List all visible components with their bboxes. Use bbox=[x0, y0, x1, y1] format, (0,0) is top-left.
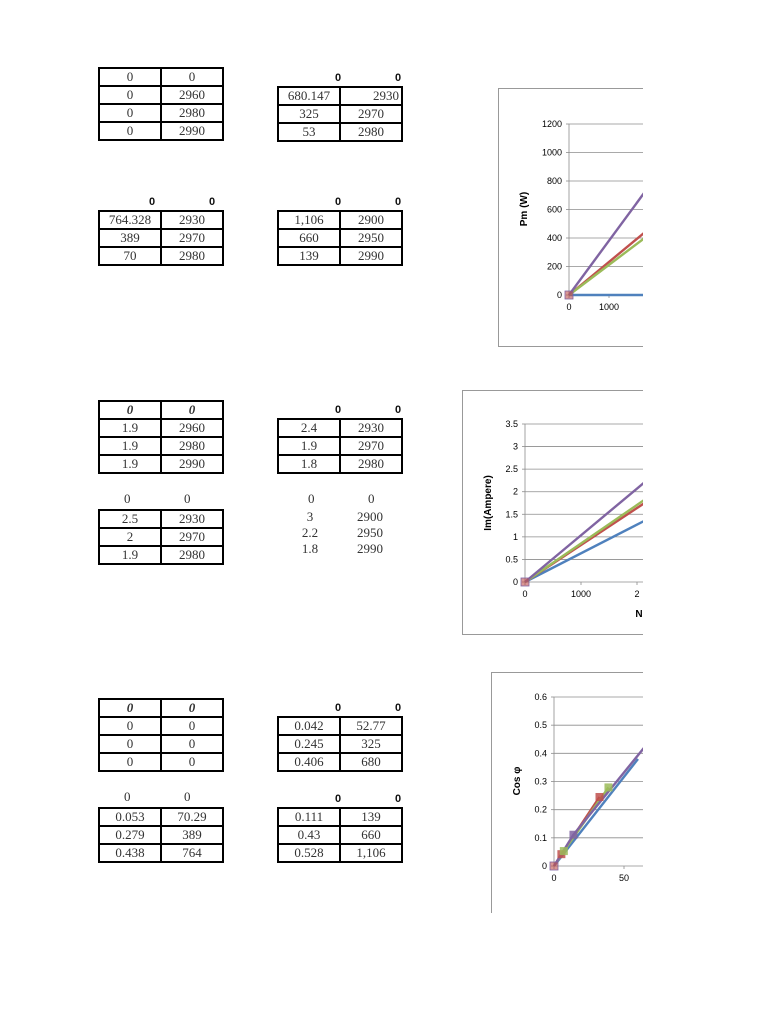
cell: 0 bbox=[161, 68, 223, 86]
header-cell: 0 bbox=[395, 793, 402, 805]
cell: 2980 bbox=[161, 546, 223, 564]
cell: 2930 bbox=[161, 211, 223, 229]
cell: 2980 bbox=[340, 123, 402, 141]
header-cell: 0 bbox=[308, 491, 315, 506]
table-s2-t1 bbox=[98, 400, 224, 420]
cell: 2930 bbox=[340, 419, 402, 437]
cell: 1,106 bbox=[278, 211, 340, 229]
cell: 2960 bbox=[161, 419, 223, 437]
cell: 1.9 bbox=[99, 546, 161, 564]
data-point-marker bbox=[565, 291, 573, 299]
y-tick-label: 0.1 bbox=[534, 832, 547, 843]
cell: 2980 bbox=[161, 437, 223, 455]
table-s2-t4-header bbox=[278, 491, 404, 507]
header-cell: 0 bbox=[395, 702, 402, 714]
cell: 764 bbox=[161, 844, 223, 862]
header-cell: 0 bbox=[335, 793, 342, 805]
table-s1-t2 bbox=[277, 86, 403, 142]
chart-cos-svg bbox=[492, 673, 643, 913]
cell: 53 bbox=[278, 123, 340, 141]
data-point-marker bbox=[550, 862, 558, 870]
y-tick-label: 0.5 bbox=[505, 554, 518, 565]
header-cell: 0 bbox=[335, 196, 342, 208]
table-s3-t2 bbox=[277, 716, 403, 772]
y-tick-label: 0.3 bbox=[534, 776, 547, 787]
cell: 1.9 bbox=[99, 419, 161, 437]
cell: 2930 bbox=[340, 87, 402, 105]
header-cell: 0 bbox=[335, 404, 342, 416]
cell: 0.528 bbox=[278, 844, 340, 862]
cell: 2970 bbox=[161, 528, 223, 546]
cell: 2990 bbox=[357, 541, 383, 556]
data-point-marker bbox=[596, 793, 604, 801]
table-s1-t4 bbox=[277, 210, 403, 266]
header-cell: 0 bbox=[395, 196, 402, 208]
cell: 2980 bbox=[340, 455, 402, 473]
cell: 2950 bbox=[340, 229, 402, 247]
cell: 2990 bbox=[161, 455, 223, 473]
cell: 2950 bbox=[357, 525, 383, 540]
y-tick-label: 2.5 bbox=[505, 464, 518, 475]
x-tick-label: 1000 bbox=[598, 302, 620, 312]
header-cell: 0 bbox=[184, 789, 191, 804]
table-s3-t4 bbox=[277, 807, 403, 863]
header-cell: 0 bbox=[149, 196, 156, 208]
table-s1-t4-header bbox=[278, 196, 404, 210]
cell: 2.2 bbox=[301, 525, 319, 540]
table-s2-t4 bbox=[280, 509, 400, 557]
cell: 0.245 bbox=[278, 735, 340, 753]
table-s2-t3 bbox=[98, 509, 224, 565]
header-cell: 0 bbox=[124, 789, 131, 804]
table-s1-t2-header bbox=[278, 72, 404, 86]
x-tick-label: 1000 bbox=[570, 589, 592, 599]
cell: 0.279 bbox=[99, 826, 161, 844]
cell: 2990 bbox=[340, 247, 402, 265]
cell: 2970 bbox=[161, 229, 223, 247]
cell: 680 bbox=[340, 753, 402, 771]
y-tick-label: 2 bbox=[512, 486, 518, 497]
cell: 0 bbox=[99, 104, 161, 122]
series-line bbox=[569, 137, 643, 295]
y-tick-label: 0.4 bbox=[534, 748, 547, 759]
cell: 2.5 bbox=[99, 510, 161, 528]
header-cell: 0 bbox=[368, 491, 375, 506]
cell: 764.328 bbox=[99, 211, 161, 229]
data-point-marker bbox=[604, 783, 612, 791]
table-s2-t3-header bbox=[98, 491, 224, 507]
table-s1-t3 bbox=[98, 210, 224, 266]
cell: 0.438 bbox=[99, 844, 161, 862]
x-tick-label: 2 bbox=[634, 589, 640, 599]
y-axis-label: Im(Ampere) bbox=[483, 475, 494, 531]
x-axis-label: N bbox=[635, 609, 643, 620]
table-s3-t3-header bbox=[98, 789, 224, 805]
data-point-marker bbox=[569, 831, 577, 839]
cell: 0.111 bbox=[278, 808, 340, 826]
data-point-marker bbox=[560, 847, 568, 855]
y-tick-label: 800 bbox=[546, 176, 562, 186]
cell: 2970 bbox=[340, 105, 402, 123]
y-tick-label: 600 bbox=[546, 204, 562, 215]
cell: 2990 bbox=[161, 122, 223, 140]
cell: 2900 bbox=[340, 211, 402, 229]
cell: 139 bbox=[340, 808, 402, 826]
cell: 2900 bbox=[357, 509, 383, 524]
y-tick-label: 400 bbox=[546, 233, 562, 243]
y-tick-label: 1000 bbox=[541, 147, 562, 158]
cell: 1.8 bbox=[301, 541, 319, 556]
cell: 680.147 bbox=[278, 87, 340, 105]
cell: 70 bbox=[99, 247, 161, 265]
header-cell: 0 bbox=[335, 72, 342, 84]
cell: 660 bbox=[278, 229, 340, 247]
data-point-marker bbox=[521, 578, 529, 586]
table-s1-t3-header bbox=[98, 196, 224, 210]
table-s2-t2 bbox=[277, 418, 403, 474]
header-cell: 0 bbox=[395, 404, 402, 416]
cell: 0.042 bbox=[278, 717, 340, 735]
x-tick-label: 0 bbox=[551, 873, 557, 883]
y-tick-label: 3.5 bbox=[505, 419, 518, 429]
y-tick-label: 0 bbox=[541, 861, 547, 871]
cell: 2980 bbox=[161, 104, 223, 122]
cell: 1.8 bbox=[278, 455, 340, 473]
y-tick-label: 1.5 bbox=[505, 509, 518, 520]
cell: 3 bbox=[306, 509, 314, 524]
cell: 0 bbox=[99, 753, 161, 771]
cell: 0 bbox=[161, 753, 223, 771]
table-s3-t4-header bbox=[278, 793, 404, 807]
y-tick-label: 1200 bbox=[541, 119, 562, 129]
header-cell: 0 bbox=[395, 72, 402, 84]
y-tick-label: 0.2 bbox=[534, 804, 547, 815]
header-cell: 0 bbox=[335, 702, 342, 714]
y-tick-label: 200 bbox=[546, 261, 562, 272]
x-tick-label: 50 bbox=[618, 873, 630, 883]
table-s3-t2-header bbox=[278, 702, 404, 716]
header-cell: 0 bbox=[209, 196, 216, 208]
cell: 325 bbox=[278, 105, 340, 123]
y-tick-label: 3 bbox=[512, 441, 518, 452]
chart-pm bbox=[498, 88, 643, 347]
chart-cos bbox=[491, 672, 643, 913]
y-tick-label: 0.5 bbox=[534, 720, 547, 731]
cell: 0.43 bbox=[278, 826, 340, 844]
table-s3-t1 bbox=[98, 698, 224, 718]
y-tick-label: 0 bbox=[512, 577, 518, 587]
cell: 2.4 bbox=[278, 419, 340, 437]
table-s2-t2-header bbox=[278, 404, 404, 418]
cell: 389 bbox=[99, 229, 161, 247]
cell: 1.9 bbox=[278, 437, 340, 455]
y-axis-label: Pm (W) bbox=[519, 191, 530, 227]
cell: 0.406 bbox=[278, 753, 340, 771]
cell: 1.9 bbox=[99, 437, 161, 455]
table-s3-t3 bbox=[98, 807, 224, 863]
cell: 1,106 bbox=[340, 844, 402, 862]
y-tick-label: 0 bbox=[556, 290, 562, 300]
cell: 0 bbox=[99, 122, 161, 140]
table-s3-t1-body bbox=[98, 716, 224, 772]
chart-im bbox=[462, 390, 643, 635]
cell: 389 bbox=[161, 826, 223, 844]
cell: 0 bbox=[99, 86, 161, 104]
table-s2-t1-body bbox=[98, 418, 224, 474]
cell: 70.29 bbox=[161, 808, 223, 826]
chart-im-svg bbox=[463, 391, 643, 634]
y-tick-label: 0.6 bbox=[534, 692, 547, 702]
cell: 0 bbox=[99, 717, 161, 735]
cell: 0 bbox=[99, 68, 161, 86]
cell: 0 bbox=[161, 699, 223, 717]
cell: 0 bbox=[161, 717, 223, 735]
cell: 0 bbox=[161, 735, 223, 753]
y-tick-label: 1 bbox=[512, 531, 518, 542]
chart-pm-svg bbox=[499, 89, 643, 346]
cell: 0.053 bbox=[99, 808, 161, 826]
cell: 1.9 bbox=[99, 455, 161, 473]
cell: 2 bbox=[99, 528, 161, 546]
cell: 2970 bbox=[340, 437, 402, 455]
cell: 2930 bbox=[161, 510, 223, 528]
cell: 2980 bbox=[161, 247, 223, 265]
header-cell: 0 bbox=[184, 491, 191, 506]
cell: 139 bbox=[278, 247, 340, 265]
cell: 52.77 bbox=[340, 717, 402, 735]
x-tick-label: 0 bbox=[566, 302, 572, 312]
y-axis-label: Cos φ bbox=[512, 766, 523, 796]
x-tick-label: 0 bbox=[522, 589, 528, 599]
header-cell: 0 bbox=[124, 491, 131, 506]
cell: 0 bbox=[99, 401, 161, 419]
cell: 0 bbox=[99, 699, 161, 717]
cell: 2960 bbox=[161, 86, 223, 104]
cell: 0 bbox=[99, 735, 161, 753]
cell: 325 bbox=[340, 735, 402, 753]
cell: 660 bbox=[340, 826, 402, 844]
table-s1-t1 bbox=[98, 67, 224, 141]
cell: 0 bbox=[161, 401, 223, 419]
series-line bbox=[525, 469, 643, 582]
